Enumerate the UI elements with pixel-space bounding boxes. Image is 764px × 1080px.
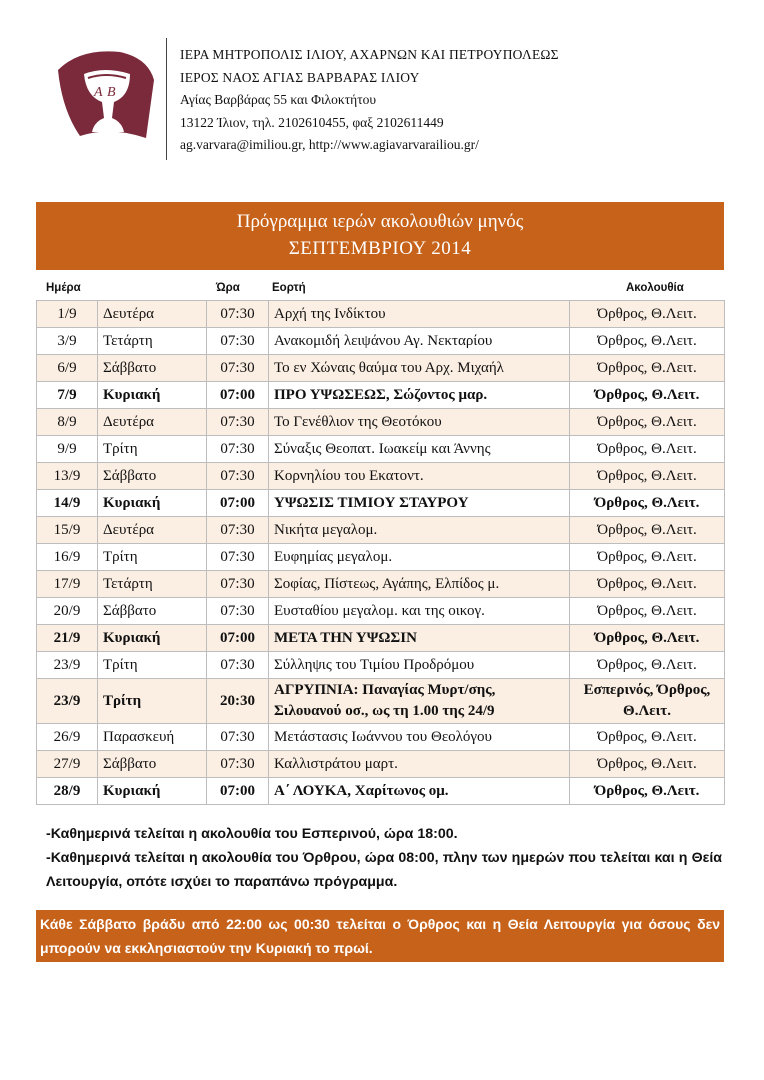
row-time: 07:00 (207, 625, 269, 652)
table-row (37, 490, 725, 517)
row-service: Εσπερινός, Όρθρος, Θ.Λειτ. (570, 679, 725, 724)
table-row (37, 436, 725, 463)
row-feast: Το Γενέθλιον της Θεοτόκου (269, 409, 570, 436)
row-feast: Μετάστασις Ιωάννου του Θεολόγου (269, 724, 570, 751)
row-date: 27/9 (37, 751, 98, 778)
table-row (37, 544, 725, 571)
row-time: 07:00 (207, 778, 269, 805)
row-service: Όρθρος, Θ.Λειτ. (570, 544, 725, 571)
column-day: Ημέρα (46, 282, 81, 294)
row-feast: Αρχή της Ινδίκτου (269, 301, 570, 328)
row-feast: Σύναξις Θεοπατ. Ιωακείμ και Άννης (269, 436, 570, 463)
row-date: 20/9 (37, 598, 98, 625)
column-service: Ακολουθία (626, 282, 684, 294)
row-day: Δευτέρα (98, 409, 207, 436)
schedule-title: Πρόγραμμα ιερών ακολουθιών μηνός (236, 211, 524, 232)
row-date: 13/9 (37, 463, 98, 490)
row-day: Παρασκευή (98, 724, 207, 751)
row-day: Κυριακή (98, 382, 207, 409)
row-date: 3/9 (37, 328, 98, 355)
row-day: Δευτέρα (98, 301, 207, 328)
row-day: Κυριακή (98, 625, 207, 652)
schedule-table (36, 300, 725, 805)
vespers-note: -Καθημερινά τελείται η ακολουθία του Εσπερινού, ώρα 18:00. (46, 826, 458, 842)
row-feast: Ανακομιδή λειψάνου Αγ. Νεκταρίου (269, 328, 570, 355)
row-feast: ΑΓΡΥΠΝΙΑ: Παναγίας Μυρτ/σης, Σιλουανού οσ., ως τη 1.00 της 24/9 (269, 679, 570, 724)
row-day: Τρίτη (98, 544, 207, 571)
row-feast: Νικήτα μεγαλομ. (269, 517, 570, 544)
row-time: 07:30 (207, 724, 269, 751)
row-date: 9/9 (37, 436, 98, 463)
row-day: Τρίτη (98, 652, 207, 679)
row-time: 07:00 (207, 382, 269, 409)
row-date: 28/9 (37, 778, 98, 805)
row-service: Όρθρος, Θ.Λειτ. (570, 571, 725, 598)
row-service: Όρθρος, Θ.Λειτ. (570, 517, 725, 544)
row-feast: Καλλιστράτου μαρτ. (269, 751, 570, 778)
row-time: 20:30 (207, 679, 269, 724)
row-feast: ΥΨΩΣΙΣ ΤΙΜΙΟΥ ΣΤΑΥΡΟΥ (269, 490, 570, 517)
row-day: Τρίτη (98, 679, 207, 724)
table-row (37, 463, 725, 490)
table-row (37, 409, 725, 436)
row-date: 8/9 (37, 409, 98, 436)
column-feast: Εορτή (272, 282, 306, 294)
row-service: Όρθρος, Θ.Λειτ. (570, 328, 725, 355)
row-day: Σάββατο (98, 463, 207, 490)
church-name: ΙΕΡΟΣ ΝΑΟΣ ΑΓΙΑΣ ΒΑΡΒΑΡΑΣ ΙΛΙΟΥ (180, 69, 420, 85)
table-row (37, 517, 725, 544)
table-row (37, 355, 725, 382)
row-feast: ΠΡΟ ΥΨΩΣΕΩΣ, Σώζοντος μαρ. (269, 382, 570, 409)
row-feast: ΜΕΤΑ ΤΗΝ ΥΨΩΣΙΝ (269, 625, 570, 652)
table-row (37, 301, 725, 328)
row-time: 07:30 (207, 328, 269, 355)
column-time: Ώρα (216, 282, 240, 294)
table-row (37, 571, 725, 598)
row-date: 23/9 (37, 652, 98, 679)
row-time: 07:30 (207, 598, 269, 625)
row-service: Όρθρος, Θ.Λειτ. (570, 301, 725, 328)
table-row (37, 724, 725, 751)
row-feast: Σοφίας, Πίστεως, Αγάπης, Ελπίδος μ. (269, 571, 570, 598)
row-service: Όρθρος, Θ.Λειτ. (570, 778, 725, 805)
saturday-note: Κάθε Σάββατο βράδυ από 22:00 ως 00:30 τελείται ο Όρθρος και η Θεία Λειτουργία για όσους δεν μπορούν να εκκλησιαστούν την Κυριακή το πρωί. (40, 916, 720, 956)
church-header (180, 44, 740, 157)
row-day: Τρίτη (98, 436, 207, 463)
row-time: 07:30 (207, 301, 269, 328)
schedule-month: ΣΕΠΤΕΜΒΡΙΟΥ 2014 (288, 238, 472, 259)
svg-text:Α: Α (94, 85, 103, 100)
matins-note: -Καθημερινά τελείται η ακολουθία του Όρθρου, ώρα 08:00, πλην των ημερών που τελείται και η Θεία Λειτουργία, οπότε ισχύει το παραπάνω πρόγραμμα. (46, 850, 722, 890)
table-row (37, 382, 725, 409)
row-date: 26/9 (37, 724, 98, 751)
table-row (37, 679, 725, 724)
row-date: 21/9 (37, 625, 98, 652)
row-time: 07:30 (207, 463, 269, 490)
church-address: Αγίας Βαρβάρας 55 και Φιλοκτήτου (180, 92, 377, 107)
row-service: Όρθρος, Θ.Λειτ. (570, 436, 725, 463)
row-feast: Το εν Χώναις θαύμα του Αρχ. Μιχαήλ (269, 355, 570, 382)
row-time: 07:30 (207, 436, 269, 463)
table-row (37, 778, 725, 805)
row-date: 17/9 (37, 571, 98, 598)
row-feast: Ευσταθίου μεγαλομ. και της οικογ. (269, 598, 570, 625)
row-date: 16/9 (37, 544, 98, 571)
row-day: Δευτέρα (98, 517, 207, 544)
row-day: Τετάρτη (98, 328, 207, 355)
row-date: 6/9 (37, 355, 98, 382)
row-service: Όρθρος, Θ.Λειτ. (570, 652, 725, 679)
row-time: 07:30 (207, 517, 269, 544)
church-phone: 13122 Ίλιον, τηλ. 2102610455, φαξ 2102611449 (180, 114, 444, 130)
row-time: 07:30 (207, 409, 269, 436)
row-day: Σάββατο (98, 355, 207, 382)
row-day: Τετάρτη (98, 571, 207, 598)
table-row (37, 751, 725, 778)
row-service: Όρθρος, Θ.Λειτ. (570, 355, 725, 382)
row-date: 14/9 (37, 490, 98, 517)
table-row (37, 625, 725, 652)
row-day: Κυριακή (98, 778, 207, 805)
row-feast: Σύλληψις του Τιμίου Προδρόμου (269, 652, 570, 679)
table-row (37, 598, 725, 625)
row-day: Σάββατο (98, 751, 207, 778)
row-service: Όρθρος, Θ.Λειτ. (570, 598, 725, 625)
church-chalice-logo (50, 40, 160, 150)
svg-text:Β: Β (107, 85, 116, 100)
row-service: Όρθρος, Θ.Λειτ. (570, 724, 725, 751)
row-feast: Α΄ ΛΟΥΚΑ, Χαρίτωνος ομ. (269, 778, 570, 805)
table-column-headers (36, 280, 724, 298)
row-date: 1/9 (37, 301, 98, 328)
row-time: 07:30 (207, 652, 269, 679)
row-day: Κυριακή (98, 490, 207, 517)
schedule-notes (46, 822, 722, 894)
schedule-banner (36, 202, 724, 270)
row-service: Όρθρος, Θ.Λειτ. (570, 490, 725, 517)
table-row (37, 328, 725, 355)
row-service: Όρθρος, Θ.Λειτ. (570, 625, 725, 652)
row-feast: Ευφημίας μεγαλομ. (269, 544, 570, 571)
row-time: 07:30 (207, 571, 269, 598)
row-time: 07:00 (207, 490, 269, 517)
row-feast: Κορνηλίου του Εκατοντ. (269, 463, 570, 490)
row-service: Όρθρος, Θ.Λειτ. (570, 463, 725, 490)
row-time: 07:30 (207, 751, 269, 778)
row-date: 23/9 (37, 679, 98, 724)
metropolis-name: ΙΕΡΑ ΜΗΤΡΟΠΟΛΙΣ ΙΛΙΟΥ, ΑΧΑΡΝΩΝ ΚΑΙ ΠΕΤΡΟΥΠΟΛΕΩΣ (180, 47, 559, 62)
row-service: Όρθρος, Θ.Λειτ. (570, 382, 725, 409)
row-service: Όρθρος, Θ.Λειτ. (570, 751, 725, 778)
row-service: Όρθρος, Θ.Λειτ. (570, 409, 725, 436)
row-date: 15/9 (37, 517, 98, 544)
church-contact[interactable]: ag.varvara@imiliou.gr, http://www.agiavarvarailiou.gr/ (180, 137, 479, 152)
row-time: 07:30 (207, 544, 269, 571)
saturday-note-box (36, 910, 724, 962)
row-time: 07:30 (207, 355, 269, 382)
table-row (37, 652, 725, 679)
row-date: 7/9 (37, 382, 98, 409)
row-day: Σάββατο (98, 598, 207, 625)
header-divider (166, 38, 167, 160)
